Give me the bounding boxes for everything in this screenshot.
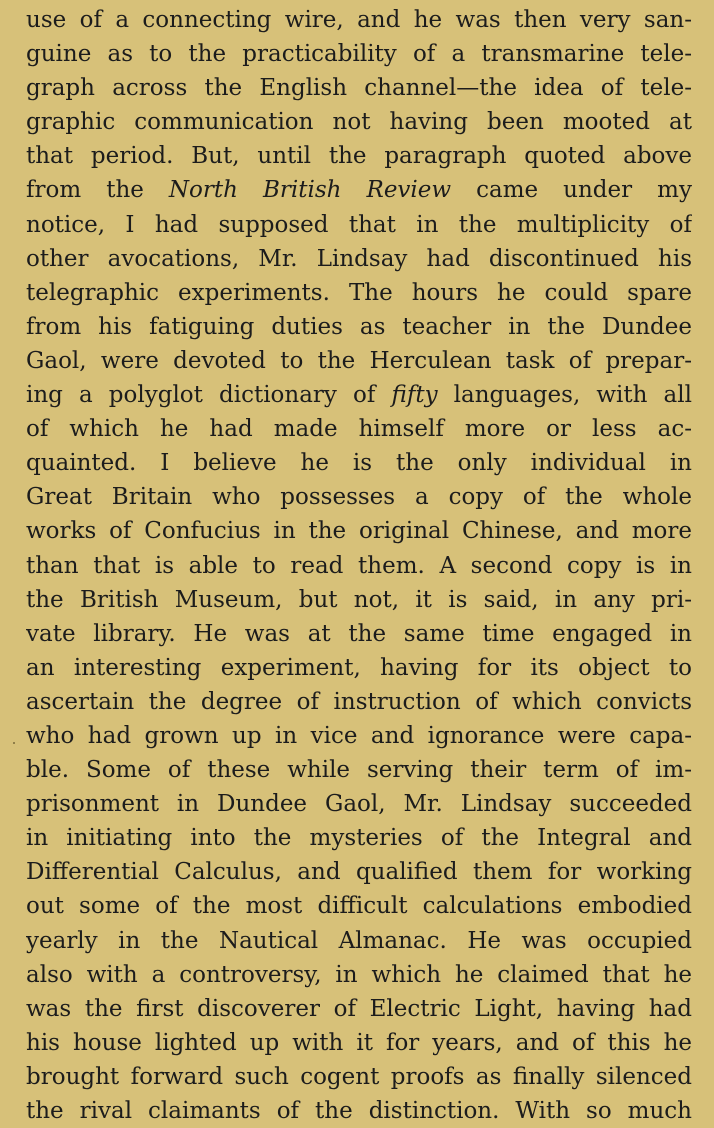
text-segment: other avocations, Mr. Lindsay had discontinued his — [26, 245, 692, 272]
text-line — [26, 1094, 692, 1128]
text-line — [26, 787, 692, 821]
text-segment: ascertain the degree of instruction of which convicts — [26, 688, 692, 715]
italic-text: North British Review — [168, 177, 452, 204]
text-segment: brought forward such cogent proofs as finally silenced — [26, 1063, 692, 1090]
text-line — [26, 992, 692, 1026]
text-line — [26, 208, 692, 242]
text-segment: ing a polyglot dictionary of — [26, 382, 392, 409]
text-segment: than that is able to read them. A second copy is in — [26, 552, 692, 579]
text-segment: the British Museum, but not, it is said, in any pri- — [26, 586, 692, 613]
text-line — [26, 105, 692, 139]
text-segment: graphic communication not having been mooted at — [26, 109, 692, 136]
text-segment: in initiating into the mysteries of the Integral and — [26, 825, 692, 852]
text-segment: prisonment in Dundee Gaol, Mr. Lindsay succeeded — [26, 791, 692, 818]
text-segment: use of a connecting wire, and he was then very san- — [26, 7, 692, 33]
text-segment: came under my — [451, 177, 692, 204]
text-line — [26, 173, 692, 207]
text-segment: notice, I had supposed that in the multiplicity of — [26, 211, 692, 238]
text-line — [26, 583, 692, 617]
text-segment: languages, with all — [437, 382, 692, 409]
text-segment: ble. Some of these while serving their term of im- — [26, 757, 692, 784]
text-line — [26, 310, 692, 344]
text-line — [26, 37, 692, 71]
text-segment: out some of the most difficult calculations embodied — [26, 893, 692, 920]
text-segment: graph across the English channel—the idea of tele- — [26, 75, 692, 102]
text-segment: the rival claimants of the distinction. With so much — [26, 1098, 692, 1124]
text-segment: who had grown up in vice and ignorance were capa- — [26, 722, 692, 749]
text-line — [26, 924, 692, 958]
text-line — [26, 617, 692, 651]
text-line — [26, 480, 692, 514]
text-segment: works of Confucius in the original Chinese, and more — [26, 518, 692, 545]
text-segment: an interesting experiment, having for its object to — [26, 654, 692, 681]
text-segment: was the first discoverer of Electric Light, having had — [26, 995, 692, 1022]
text-line — [26, 855, 692, 889]
text-line — [26, 514, 692, 548]
italic-text: fifty — [391, 382, 438, 409]
text-line — [26, 719, 692, 753]
text-line — [26, 71, 692, 105]
text-segment: his house lighted up with it for years, and of this he — [26, 1029, 692, 1056]
text-segment: Differential Calculus, and qualified them for working — [26, 859, 692, 886]
paper-speck — [13, 742, 15, 744]
text-segment: of which he had made himself more or less ac- — [26, 416, 692, 443]
text-segment: quainted. I believe he is the only individual in — [26, 450, 692, 477]
text-segment: also with a controversy, in which he claimed that he — [26, 961, 692, 988]
text-line — [26, 3, 692, 37]
body-text — [26, 3, 692, 1128]
text-segment: from his fatiguing duties as teacher in the Dundee — [26, 313, 692, 340]
text-segment: yearly in the Nautical Almanac. He was occupied — [26, 927, 692, 954]
text-line — [26, 958, 692, 992]
text-line — [26, 753, 692, 787]
text-line — [26, 1060, 692, 1094]
text-segment: Great Britain who possesses a copy of the whole — [26, 484, 692, 511]
text-segment: that period. But, until the paragraph quoted above — [26, 143, 692, 170]
text-segment: guine as to the practicability of a transmarine tele- — [26, 41, 692, 68]
text-line — [26, 651, 692, 685]
text-line — [26, 139, 692, 173]
text-line — [26, 446, 692, 480]
text-segment: Gaol, were devoted to the Herculean task of prepar- — [26, 347, 692, 374]
text-line — [26, 276, 692, 310]
text-line — [26, 549, 692, 583]
text-line — [26, 889, 692, 923]
text-segment: vate library. He was at the same time engaged in — [26, 620, 692, 647]
text-line — [26, 242, 692, 276]
text-line — [26, 344, 692, 378]
text-line — [26, 821, 692, 855]
text-segment: from the — [26, 177, 169, 204]
text-line — [26, 1026, 692, 1060]
text-segment: telegraphic experiments. The hours he could spare — [26, 279, 692, 306]
text-line — [26, 412, 692, 446]
text-line — [26, 378, 692, 412]
text-line — [26, 685, 692, 719]
